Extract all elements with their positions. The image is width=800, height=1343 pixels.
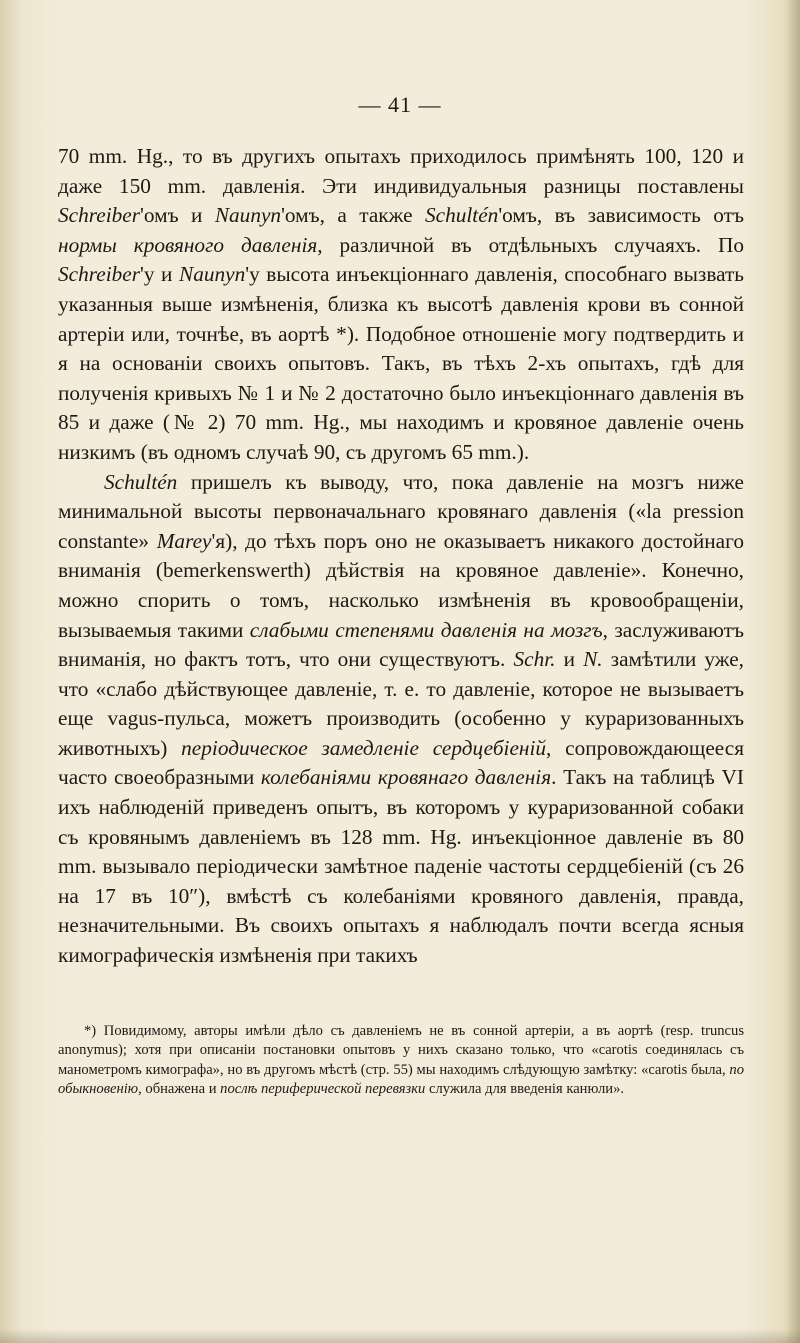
text-run: 'у и — [140, 262, 179, 287]
text-run: 'омъ, а также — [281, 203, 425, 228]
text-run: , заслуживаютъ вниманія, но фактъ тотъ, что они существуютъ. — [58, 617, 744, 672]
text-run: . Такъ на таблицѣ VI ихъ наблюденій приведенъ опытъ, въ которомъ у кураризованной собаки съ кровянымъ давленіемъ въ 128 mm. Hg. инъекціонное давленіе въ 80 mm. вызывало періодически замѣтное паденіе частоты сердцебіеній (съ 26 на 17 въ 10″), вмѣстѣ съ колебаніями кровяного давленія, правда, незначительными. Въ своихъ опытахъ я наблюдалъ почти всегда ясныя кимографическія измѣненія при такихъ — [58, 765, 745, 968]
italic-run: Schreiber — [58, 262, 141, 287]
italic-run: Schultén — [104, 469, 178, 494]
italic-run: по обыкновенію — [58, 1061, 744, 1098]
page-edge-shadow — [786, 0, 800, 1343]
text-run: *) Повидимому, авторы имѣли дѣло съ давленіемъ не въ сонной артеріи, а въ аортѣ (resp. truncus anonymus); хотя при описаніи постановки опытовъ у нихъ сказано только, что «carotis соединялась съ манометромъ кимографа», но въ другомъ мѣстѣ (стр. 55) мы находимъ слѣдующую замѣтку: «carotis была, — [58, 1023, 744, 1078]
italic-run: нормы кровяного давленія — [58, 232, 318, 257]
text-run: , обнажена и — [138, 1081, 221, 1098]
italic-run: колебаніями кровянаго давленія — [260, 765, 552, 790]
text-run: 70 mm. Hg., то въ другихъ опытахъ приходилось примѣнять 100, 120 и даже 150 mm. давленія. Эти индивидуальныя разницы поставлены — [58, 144, 744, 198]
text-run: 'омъ, въ зависимость отъ — [498, 203, 744, 228]
text-run: служила для введенія канюли». — [425, 1081, 625, 1098]
italic-run: слабыми степенями давленія на мозгъ — [249, 617, 603, 642]
text-run: 'у высота инъекціоннаго давленія, способнаго вызвать указанныя выше измѣненія, близка къ высотѣ давленія крови въ сонной артеріи или, точнѣе, въ аортѣ *). Подобное отношеніе могу подтвердить и я на основаніи своихъ опытовъ. Такъ, въ тѣхъ 2-хъ опытахъ, гдѣ для полученія кривыхъ № 1 и № 2 достаточно было инъекціоннаго давленія въ 85 и даже (№ 2) 70 mm. Hg., мы находимъ и кровяное давленіе очень низкимъ (въ одномъ случаѣ 90, съ другомъ 65 mm.). — [58, 262, 745, 464]
italic-run: періодическое замедленіе сердцебіеній — [181, 735, 547, 760]
text-run: пришелъ къ выводу, что, пока давленіе на мозгъ ниже минимальной высоты первоначальнаго кровянаго давленія («la pression constante» — [58, 469, 744, 553]
italic-run: Schreiber — [58, 203, 141, 228]
text-run: , различной въ отдѣльныхъ случаяхъ. По — [317, 232, 744, 257]
footnote — [58, 1022, 744, 1100]
italic-run: послѣ периферической перевязки — [220, 1081, 426, 1098]
italic-run: Naunyn — [214, 203, 282, 228]
paragraph-2 — [58, 468, 744, 971]
text-run: 'омъ и — [140, 203, 215, 228]
page-bottom-shadow — [0, 1329, 800, 1343]
footnote-divider — [58, 1010, 744, 1011]
body-text — [58, 142, 744, 971]
italic-run: Schr. — [513, 647, 556, 672]
page-number: — 41 — — [358, 92, 442, 117]
footnote-text — [58, 1022, 744, 1100]
text-run: 'я), до тѣхъ поръ оно не оказываетъ никакого достойнаго вниманія (bemerkenswerth) дѣйствія на кровяное давленіе». Конечно, можно спорить о томъ, насколько измѣненія въ кровообращеніи, вызываемыя такими — [58, 528, 744, 642]
text-run: и — [555, 647, 584, 672]
italic-run: Naunyn — [178, 262, 246, 287]
paragraph-1 — [58, 142, 744, 468]
italic-run: Marey — [156, 528, 212, 553]
text-run: замѣтили уже, что «слабо дѣйствующее давленіе, т. е. то давленіе, которое не вызываетъ еще vagus-пульса, можетъ производить (особенно у кураризованныхъ животныхъ) — [58, 647, 744, 760]
italic-run: N. — [583, 647, 603, 672]
text-run: , сопровождающееся часто своеобразными — [58, 735, 744, 790]
italic-run: Schultén — [424, 203, 499, 228]
